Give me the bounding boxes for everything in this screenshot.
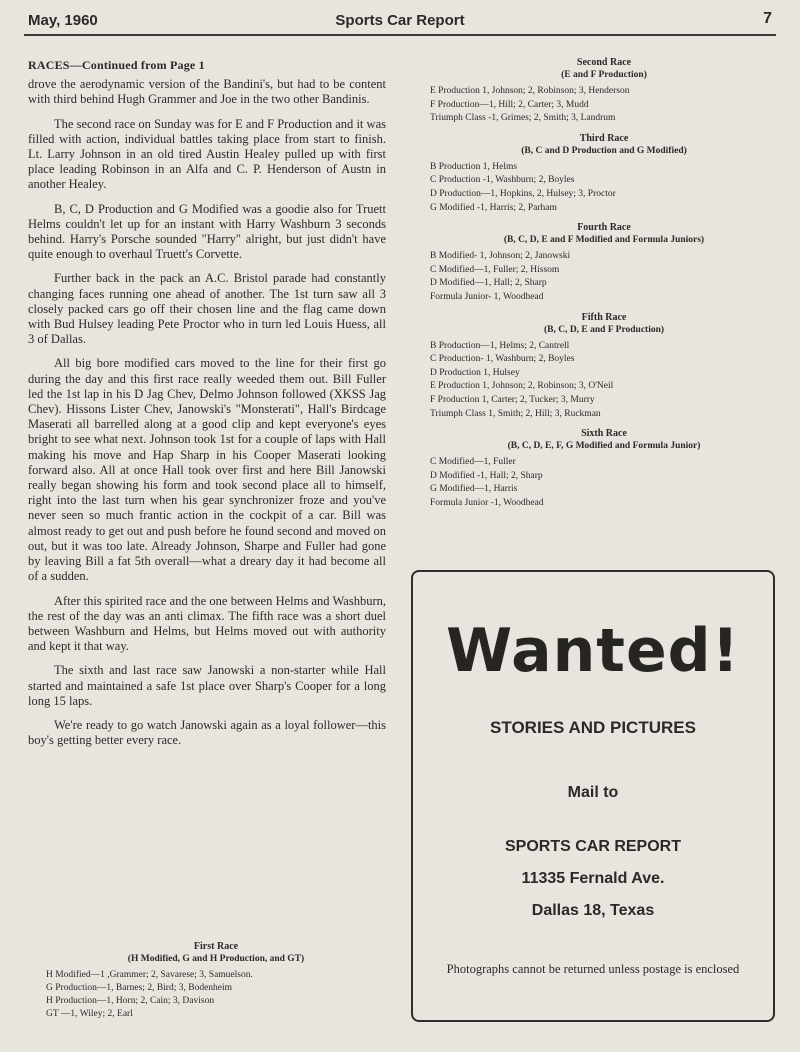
result-line: G Production—1, Barnes; 2, Bird; 3, Bodenheim [46, 983, 233, 993]
sixth-race-results [430, 427, 778, 510]
result-line: D Modified -1, Hall; 2, Sharp [430, 470, 543, 481]
result-line: C Production -1, Washburn; 2, Boyles [430, 175, 575, 186]
header-rule [24, 34, 776, 36]
race-title: Third Race [579, 132, 629, 144]
result-line: C Modified—1, Fuller; 2, Hissom [430, 264, 560, 275]
article-paragraph: All big bore modified cars moved to the line for their first go during the day and this first race really weeded them out. Bill Fuller led the 1st lap in his D Jag Chev, Delmo Johnson followed (XKSS Jag Chev). Hissons Lister Chev, Janowski's "Monsterati", Hall's Birdcage Maserati all barrelled along at a good clip and kept everyone's eyes bright to see what next. Johnson took 1st for a couple of laps with Hall making his move and Hap Sharp in his Cooper Maserati looking forward also. All at once Hall took over first and here Bill Janowski really began showing his form and took second place all to himself, right into the last turn when his gear synchronizer froze and you've never seen so much frantic action in the cockpit of a car. Bill was almost ready to get out and push before he found second and moved on out, but it was too late. Already Johnson, Sharpe and Fuller had gone by leaving Bill a fat 5th overall—what a dreary day it had become all of a sudden. [28, 356, 386, 584]
result-line: Triumph Class 1, Smith; 2, Hill; 3, Ruckman [430, 408, 601, 419]
result-line: G Modified—1, Harris [430, 484, 518, 495]
result-line: Formula Junior -1, Woodhead [430, 497, 544, 508]
ad-address-city: Dallas 18, Texas [531, 902, 655, 919]
ad-headline: Wanted! [446, 616, 740, 686]
result-line: GT —1, Wiley; 2, Earl [46, 1009, 133, 1019]
result-line: C Production- 1, Washburn; 2, Boyles [430, 354, 575, 365]
fourth-race-results [430, 221, 778, 304]
continued-heading: RACES—Continued from Page 1 [28, 58, 205, 72]
ad-address-street: 11335 Fernald Ave. [521, 870, 665, 887]
result-line: F Production 1, Carter; 2, Tucker; 3, Murry [430, 394, 595, 405]
result-line: D Modified—1, Hall; 2, Sharp [430, 278, 547, 289]
result-line: H Production—1, Horn; 2, Cain; 3, Davison [46, 996, 215, 1006]
race-title: Sixth Race [581, 428, 627, 440]
result-line: Triumph Class -1, Grimes; 2, Smith; 3, Landrum [430, 113, 616, 124]
race-title: First Race [193, 941, 239, 952]
article-paragraph: The sixth and last race saw Janowski a non-starter while Hall started and maintained a safe 1st place over Sharp's Cooper for a long long 15 laps. [28, 663, 386, 708]
result-line: F Production—1, Hill; 2, Carter; 3, Mudd [430, 99, 589, 110]
article-paragraph: We're ready to go watch Janowski again as a loyal follower—this boy's getting better every race. [28, 717, 386, 748]
article-paragraph: After this spirited race and the one between Helms and Washburn, the rest of the day was an anti climax. The fifth race was a short duel between Washburn and Helms, but Helms moved out with authority and kept it that way. [28, 593, 386, 654]
result-line: G Modified -1, Harris; 2, Parham [430, 202, 557, 213]
first-race-results [46, 940, 386, 1021]
race-subtitle: (B, C and D Production and G Modified) [521, 145, 687, 156]
wanted-advertisement [411, 570, 775, 1022]
fifth-race-results [430, 311, 778, 422]
article-paragraph: The second race on Sunday was for E and F Production and it was filled with action, individual battles taking place from start to finish. Lt. Larry Johnson in an old tired Austin Healey pulled up with first place leading Robinson in an Alfa and C. P. Henderson of Austn in another Healey. [28, 116, 386, 192]
race-title: Second Race [576, 57, 632, 68]
article-paragraph: B, C, D Production and G Modified was a goodie also for Truett Helms couldn't let up for an instant with Harry Washburn 3 seconds behind. Harry's Porsche sounded "Harry" alright, but just didn't have quite enough to overhaul Truett's Corvette. [28, 201, 386, 262]
issue-date: May, 1960 [28, 12, 98, 29]
ad-address-name: SPORTS CAR REPORT [504, 838, 681, 855]
ad-photo-note: Photographs cannot be returned unless postage is enclosed [446, 962, 740, 976]
page-number: 7 [763, 10, 772, 27]
article-paragraph: drove the aerodynamic version of the Bandini's, but had to be content with third behind Hugh Grammer and Joe in the two other Bandinis. [28, 77, 386, 107]
race-subtitle: (B, C, D, E and F Modified and Formula Juniors) [503, 235, 705, 246]
result-line: E Production 1, Johnson; 2, Robinson; 3, Henderson [430, 86, 630, 96]
race-subtitle: (B, C, D, E and F Production) [543, 324, 665, 335]
race-results-column [430, 56, 778, 516]
race-title: Fifth Race [581, 311, 627, 323]
second-race-results [430, 56, 778, 126]
result-line: H Modified—1 ,Grammer; 2, Savarese; 3, Samuelson. [46, 970, 253, 980]
race-subtitle: (E and F Production) [561, 70, 647, 80]
result-line: D Production 1, Hulsey [430, 367, 520, 378]
page-header [24, 8, 776, 34]
race-subtitle: (B, C, D, E, F, G Modified and Formula Junior) [507, 441, 701, 452]
third-race-results [430, 132, 778, 215]
result-line: Formula Junior- 1, Woodhead [430, 291, 544, 302]
result-line: C Modified—1, Fuller [430, 457, 516, 468]
race-subtitle: (H Modified, G and H Production, and GT) [127, 954, 305, 964]
result-line: B Production 1, Helms [430, 161, 518, 172]
result-line: D Production—1, Hopkins, 2, Hulsey; 3, Proctor [430, 188, 616, 199]
race-title: Fourth Race [577, 222, 631, 234]
publication-title: Sports Car Report [335, 12, 465, 29]
ad-stories-line: STORIES AND PICTURES [490, 718, 696, 737]
article-column [28, 58, 386, 757]
result-line: E Production 1, Johnson; 2, Robinson; 3, O'Neil [430, 381, 614, 392]
article-paragraph: Further back in the pack an A.C. Bristol parade had constantly changing faces running one ahead of another. The 1st turn saw all 3 closely packed cars go off their chosen line and the flag came down with Bud Hulsey leading Pete Proctor who in turn led Louis Huess, all 3 of Dallas. [28, 271, 386, 347]
result-line: B Production—1, Helms; 2, Cantrell [430, 340, 570, 351]
result-line: B Modified- 1, Johnson; 2, Janowski [430, 251, 571, 262]
ad-mail-to: Mail to [567, 784, 619, 801]
